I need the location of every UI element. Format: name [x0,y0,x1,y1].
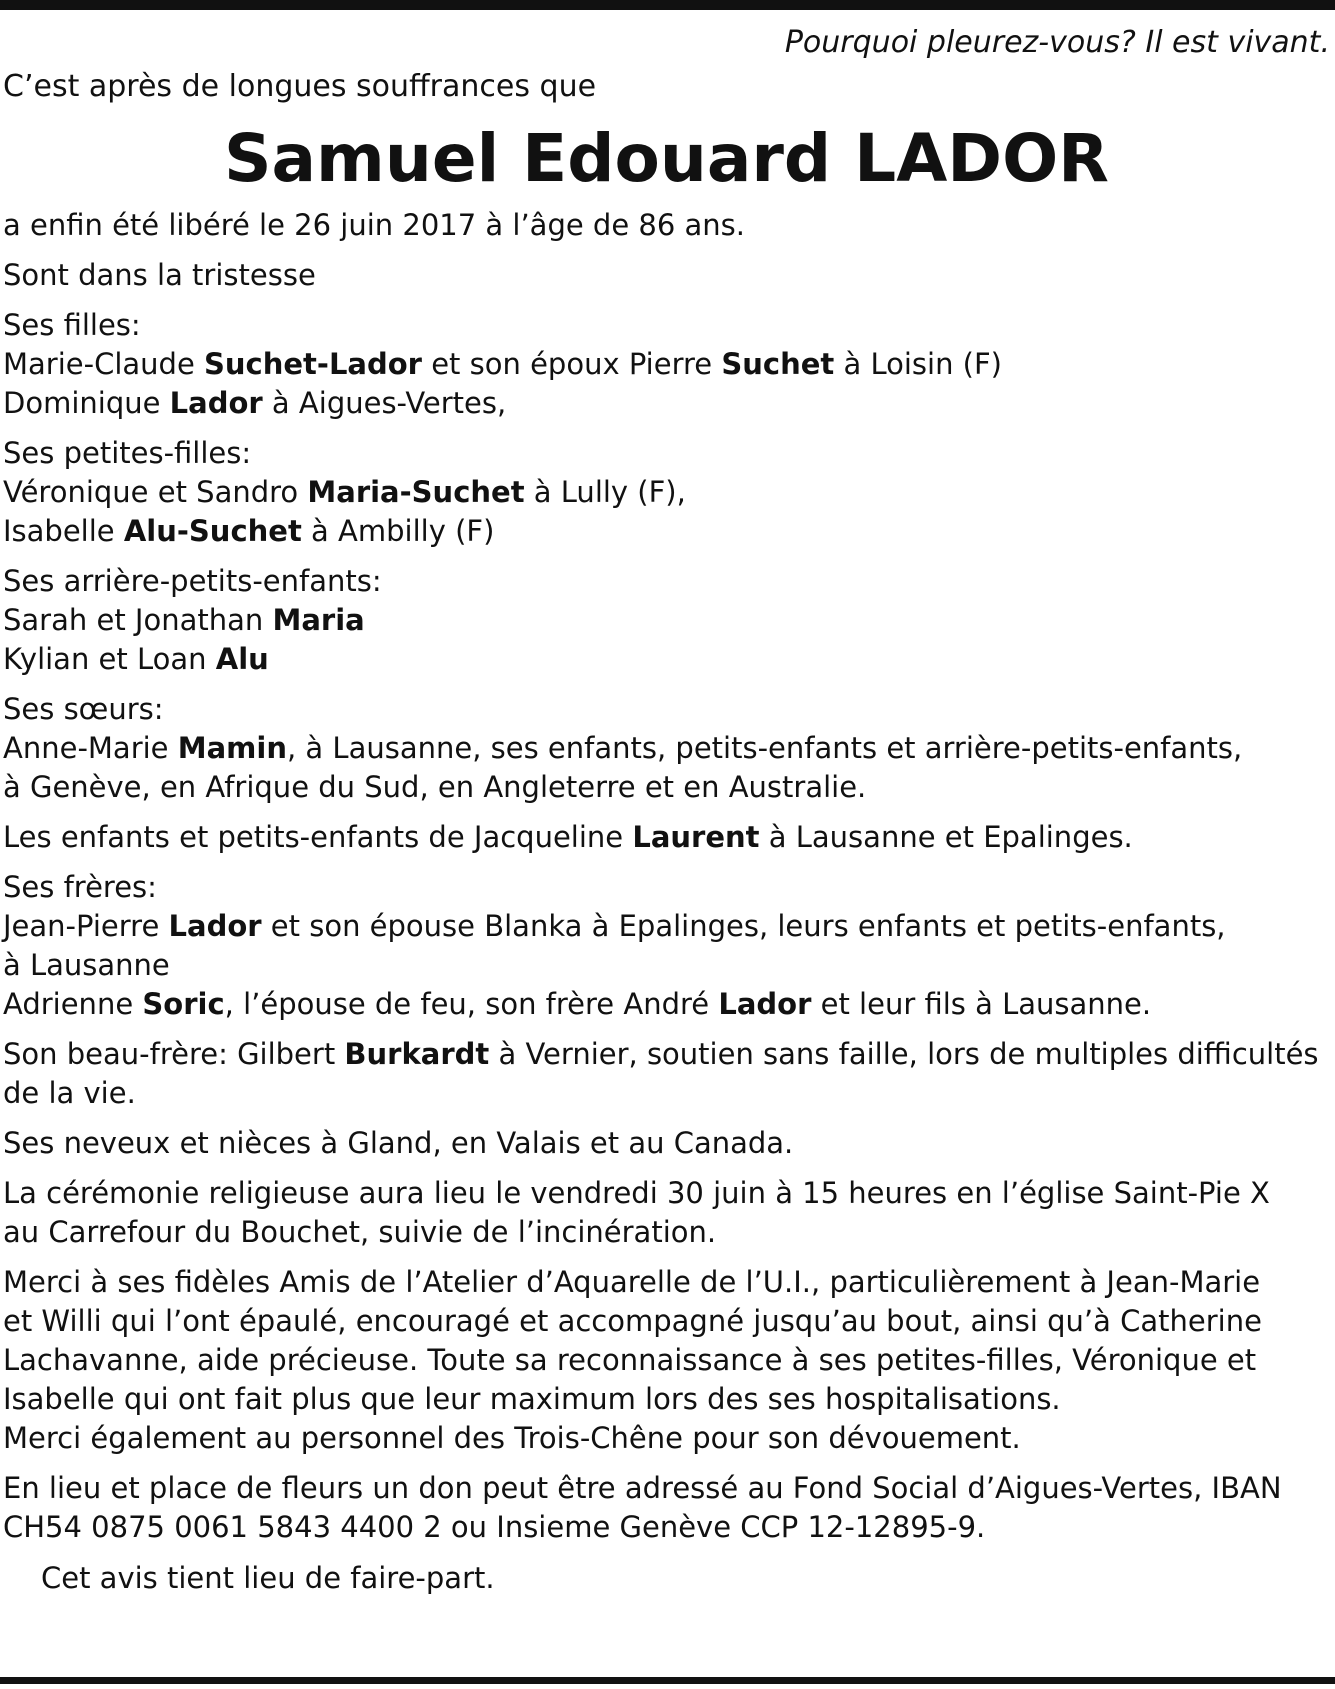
granddaughter-line-2: Isabelle Alu-Suchet à Ambilly (F) [3,514,495,548]
thanks-line-4: Isabelle qui ont fait plus que leur maximum lors des ses hospitalisations. [3,1382,1061,1416]
brother-line-3: Adrienne Soric, l’épouse de feu, son frère André Lador et leur fils à Lausanne. [3,987,1152,1021]
thanks-line-1: Merci à ses fidèles Amis de l’Atelier d’Aquarelle de l’U.I., particulièrement à Jean-Marie [3,1265,1261,1299]
brother-line-2: à Lausanne [3,948,170,982]
thanks-line-2: et Willi qui l’ont épaulé, encouragé et accompagné jusqu’au bout, ainsi qu’à Catherine [3,1304,1262,1338]
daughter-line-1: Marie-Claude Suchet-Lador et son époux Pierre Suchet à Loisin (F) [3,347,1002,381]
brothers-heading: Ses frères: [3,870,157,904]
sister-line-2: à Genève, en Afrique du Sud, en Angleterre et en Australie. [3,770,867,804]
nephews-block [3,1124,1330,1163]
thanks-block [3,1263,1330,1458]
obituary-notice [3,16,1330,1598]
announcement-block [3,206,1330,245]
thanks-line-3: Lachavanne, aide précieuse. Toute sa reconnaissance à ses petites-filles, Véronique et [3,1343,1257,1377]
release-line: a enfin été libéré le 26 juin 2017 à l’âge de 86 ans. [3,208,745,242]
donation-line-1: En lieu et place de fleurs un don peut être adressé au Fond Social d’Aigues-Vertes, IBAN [3,1471,1282,1505]
ceremony-line-1: La cérémonie religieuse aura lieu le vendredi 30 juin à 15 heures en l’église Saint-Pie X [3,1176,1270,1210]
brothers-block [3,868,1330,1024]
laurent-line: Les enfants et petits-enfants de Jacqueline Laurent à Lausanne et Epalinges. [3,820,1133,854]
granddaughter-line-1: Véronique et Sandro Maria-Suchet à Lully (F), [3,475,686,509]
great-grandchildren-heading: Ses arrière-petits-enfants: [3,564,382,598]
bottom-rule [0,1677,1335,1684]
great-grandchild-line-1: Sarah et Jonathan Maria [3,603,365,637]
ceremony-line-2: au Carrefour du Bouchet, suivie de l’incinération. [3,1215,717,1249]
sisters-block [3,690,1330,807]
donation-line-2: CH54 0875 0061 5843 4400 2 ou Insieme Genève CCP 12-12895-9. [3,1510,986,1544]
top-rule [0,0,1335,10]
daughter-line-2: Dominique Lador à Aigues-Vertes, [3,386,507,420]
nephews-line: Ses neveux et nièces à Gland, en Valais et au Canada. [3,1126,794,1160]
thanks-line-5: Merci également au personnel des Trois-Chêne pour son dévouement. [3,1421,1021,1455]
brother-in-law-line-2: de la vie. [3,1076,136,1110]
granddaughters-block [3,434,1330,551]
great-grandchildren-block [3,562,1330,679]
sadness-block [3,256,1330,295]
brother-in-law-block [3,1035,1330,1113]
sisters-heading: Ses sœurs: [3,692,164,726]
brother-in-law-line-1: Son beau-frère: Gilbert Burkardt à Vernier, soutien sans faille, lors de multiples difficultés [3,1037,1319,1071]
daughters-block [3,306,1330,423]
granddaughters-heading: Ses petites-filles: [3,436,252,470]
daughters-heading: Ses filles: [3,308,141,342]
sadness-line: Sont dans la tristesse [3,258,316,292]
donation-block [3,1469,1330,1547]
great-grandchild-line-2: Kylian et Loan Alu [3,642,269,676]
intro-line: C’est après de longues souffrances que [3,69,597,104]
epigraph-quote: Pourquoi pleurez-vous? Il est vivant. [784,25,1330,60]
ceremony-block [3,1174,1330,1252]
brother-line-1: Jean-Pierre Lador et son épouse Blanka à Epalinges, leurs enfants et petits-enfants, [3,909,1226,943]
closing-line: Cet avis tient lieu de faire-part. [41,1561,495,1595]
laurent-block [3,818,1330,857]
deceased-name: Samuel Edouard LADOR [223,120,1109,197]
sister-line-1: Anne-Marie Mamin, à Lausanne, ses enfants, petits-enfants et arrière-petits-enfants, [3,731,1243,765]
